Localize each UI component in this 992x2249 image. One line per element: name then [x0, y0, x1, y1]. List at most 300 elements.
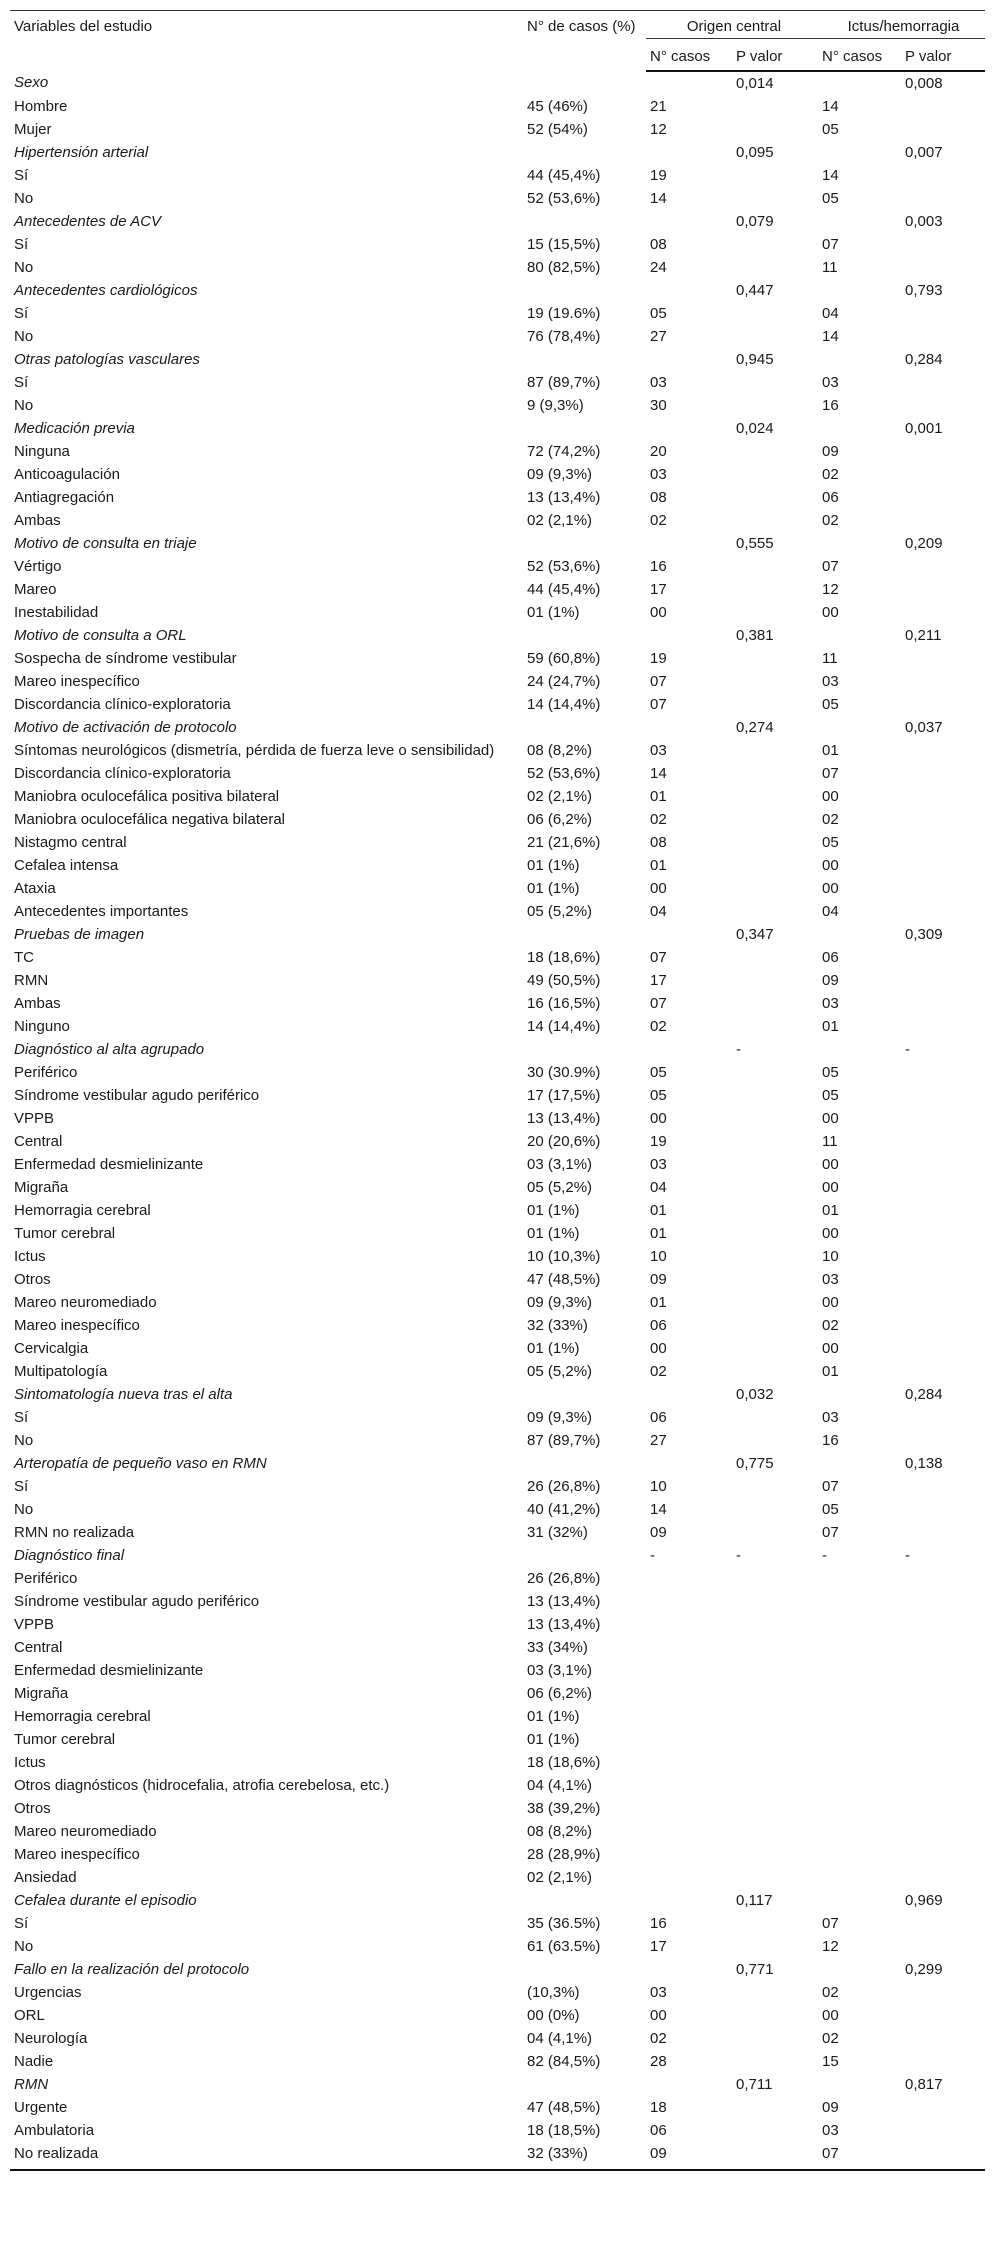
- cell-origen-p-valor: 0,117: [736, 1892, 773, 1909]
- cell-ictus-p-valor: [901, 1084, 985, 1107]
- cell-ictus-n-casos: 07: [822, 1915, 839, 1932]
- cell-origen-n-casos: [646, 1567, 732, 1590]
- cell-ictus-p-valor: 0,003: [905, 213, 943, 230]
- section-row: [10, 624, 985, 647]
- cell-n-casos: 05 (5,2%): [527, 1363, 593, 1380]
- cell-ictus-p-valor: [901, 578, 985, 601]
- cell-ictus-n-casos: [818, 348, 901, 371]
- section-row: [10, 1889, 985, 1912]
- cell-n-casos: 52 (54%): [527, 121, 588, 138]
- cell-ictus-p-valor: 0,001: [905, 420, 943, 437]
- cell-origen-n-casos: [646, 2073, 732, 2096]
- cell-ictus-n-casos: [818, 1820, 901, 1843]
- cell-n-casos: 08 (8,2%): [527, 1823, 593, 1840]
- cell-n-casos: (10,3%): [527, 1984, 580, 2001]
- cell-ictus-n-casos: 07: [822, 558, 839, 575]
- cell-origen-p-valor: [732, 118, 818, 141]
- cell-ictus-p-valor: [901, 647, 985, 670]
- table-row: [10, 670, 985, 693]
- cell-variable: Ambulatoria: [14, 2122, 95, 2139]
- cell-origen-n-casos: 24: [650, 259, 667, 276]
- cell-variable: Enfermedad desmielinizante: [14, 1156, 204, 1173]
- cell-ictus-p-valor: [901, 2119, 985, 2142]
- cell-ictus-n-casos: [818, 1705, 901, 1728]
- cell-variable: Fallo en la realización del protocolo: [14, 1961, 250, 1978]
- cell-n-casos: 09 (9,3%): [527, 1294, 593, 1311]
- table-row: [10, 118, 985, 141]
- cell-origen-p-valor: 0,381: [736, 627, 774, 644]
- cell-n-casos: 02 (2,1%): [527, 1869, 593, 1886]
- cell-origen-p-valor: [732, 739, 818, 762]
- subheader-p-valor-ictus: P valor: [901, 39, 985, 72]
- cell-ictus-n-casos: 01: [822, 1363, 839, 1380]
- cell-variable: Arteropatía de pequeño vaso en RMN: [14, 1455, 267, 1472]
- cell-origen-n-casos: 16: [650, 1915, 667, 1932]
- cell-variable: TC: [14, 949, 34, 966]
- cell-variable: Sí: [14, 305, 29, 322]
- cell-origen-p-valor: [732, 463, 818, 486]
- cell-variable: Antecedentes importantes: [14, 903, 189, 920]
- table-row: [10, 2096, 985, 2119]
- cell-variable: Mareo inespecífico: [14, 673, 140, 690]
- cell-origen-p-valor: 0,095: [736, 144, 774, 161]
- table-row: [10, 969, 985, 992]
- cell-ictus-p-valor: [901, 1337, 985, 1360]
- table-row: [10, 1176, 985, 1199]
- cell-origen-n-casos: 14: [650, 1501, 667, 1518]
- cell-ictus-n-casos: 07: [822, 765, 839, 782]
- cell-variable: Sospecha de síndrome vestibular: [14, 650, 237, 667]
- cell-origen-n-casos: 06: [650, 1317, 667, 1334]
- cell-ictus-n-casos: 02: [822, 811, 839, 828]
- cell-origen-p-valor: [732, 1866, 818, 1889]
- cell-n-casos: 09 (9,3%): [527, 1409, 593, 1426]
- cell-origen-p-valor: 0,555: [736, 535, 774, 552]
- section-row: [10, 1958, 985, 1981]
- cell-n-casos: 14 (14,4%): [527, 1018, 601, 1035]
- cell-origen-p-valor: [732, 1935, 818, 1958]
- cell-ictus-p-valor: 0,284: [905, 351, 943, 368]
- cell-variable: Urgente: [14, 2099, 68, 2116]
- cell-ictus-p-valor: [901, 1130, 985, 1153]
- cell-ictus-p-valor: 0,309: [905, 926, 943, 943]
- section-row: [10, 210, 985, 233]
- table-row: [10, 1360, 985, 1383]
- cell-origen-n-casos: 17: [650, 972, 667, 989]
- cell-ictus-n-casos: 03: [822, 1409, 839, 1426]
- table-row: [10, 647, 985, 670]
- table-row: [10, 1797, 985, 1820]
- cell-ictus-n-casos: [818, 923, 901, 946]
- cell-variable: Central: [14, 1133, 63, 1150]
- table-row: [10, 233, 985, 256]
- table-row: [10, 555, 985, 578]
- table-row: [10, 785, 985, 808]
- cell-origen-n-casos: [646, 1613, 732, 1636]
- cell-variable: Tumor cerebral: [14, 1225, 116, 1242]
- cell-ictus-n-casos: 00: [822, 1179, 839, 1196]
- table-row: [10, 1130, 985, 1153]
- cell-ictus-n-casos: 11: [822, 1133, 838, 1150]
- cell-n-casos: 01 (1%): [527, 1202, 580, 1219]
- cell-variable: VPPB: [14, 1616, 55, 1633]
- cell-ictus-p-valor: [901, 785, 985, 808]
- table-row: [10, 1636, 985, 1659]
- cell-origen-n-casos: 27: [650, 328, 667, 345]
- table-row: [10, 1912, 985, 1935]
- cell-ictus-p-valor: [901, 2027, 985, 2050]
- subheader-n-casos-ictus: N° casos: [818, 39, 901, 72]
- cell-ictus-p-valor: 0,138: [905, 1455, 943, 1472]
- cell-variable: Periférico: [14, 1570, 78, 1587]
- cell-origen-p-valor: [732, 1130, 818, 1153]
- table-row: [10, 992, 985, 1015]
- cell-origen-n-casos: [646, 141, 732, 164]
- cell-ictus-n-casos: 07: [822, 1478, 839, 1495]
- cell-variable: Sintomatología nueva tras el alta: [14, 1386, 233, 1403]
- cell-n-casos: 16 (16,5%): [527, 995, 601, 1012]
- cell-variable: Otros: [14, 1800, 51, 1817]
- cell-n-casos: [523, 210, 646, 233]
- cell-origen-n-casos: [646, 1843, 732, 1866]
- cell-origen-n-casos: 09: [650, 1524, 667, 1541]
- cell-variable: RMN: [14, 972, 49, 989]
- cell-ictus-n-casos: 00: [822, 1156, 839, 1173]
- cell-origen-p-valor: [732, 808, 818, 831]
- cell-variable: Hombre: [14, 98, 68, 115]
- cell-origen-p-valor: [732, 647, 818, 670]
- cell-origen-p-valor: [732, 1636, 818, 1659]
- cell-origen-n-casos: 08: [650, 834, 667, 851]
- cell-origen-p-valor: 0,274: [736, 719, 774, 736]
- cell-origen-p-valor: [732, 1613, 818, 1636]
- cell-origen-n-casos: 03: [650, 466, 667, 483]
- cell-variable: Maniobra oculocefálica negativa bilateral: [14, 811, 285, 828]
- cell-variable: Medicación previa: [14, 420, 135, 437]
- cell-ictus-n-casos: 01: [822, 1202, 839, 1219]
- cell-origen-p-valor: [732, 946, 818, 969]
- cell-variable: Hemorragia cerebral: [14, 1708, 151, 1725]
- table-row: [10, 1199, 985, 1222]
- cell-variable: Urgencias: [14, 1984, 82, 2001]
- cell-n-casos: 01 (1%): [527, 857, 580, 874]
- table-row: [10, 831, 985, 854]
- cell-origen-p-valor: [732, 187, 818, 210]
- cell-origen-n-casos: 18: [650, 2099, 667, 2116]
- cell-origen-n-casos: 05: [650, 305, 667, 322]
- cell-ictus-n-casos: [818, 624, 901, 647]
- cell-origen-n-casos: 14: [650, 190, 667, 207]
- cell-n-casos: 59 (60,8%): [527, 650, 601, 667]
- cell-origen-p-valor: [732, 1360, 818, 1383]
- cell-n-casos: 18 (18,5%): [527, 2122, 601, 2139]
- cell-variable: Motivo de consulta a ORL: [14, 627, 187, 644]
- cell-origen-n-casos: 01: [650, 1225, 667, 1242]
- cell-ictus-n-casos: 14: [822, 328, 839, 345]
- cell-origen-n-casos: [646, 1636, 732, 1659]
- cell-n-casos: 76 (78,4%): [527, 328, 601, 345]
- cell-origen-n-casos: 02: [650, 2030, 667, 2047]
- cell-n-casos: 13 (13,4%): [527, 1593, 601, 1610]
- cell-origen-p-valor: [732, 1705, 818, 1728]
- cell-ictus-n-casos: [818, 1613, 901, 1636]
- cell-ictus-n-casos: 12: [822, 581, 839, 598]
- cell-n-casos: 44 (45,4%): [527, 581, 601, 598]
- cell-ictus-p-valor: [901, 831, 985, 854]
- cell-origen-p-valor: [732, 440, 818, 463]
- cell-variable: Sexo: [14, 74, 49, 91]
- cell-n-casos: 09 (9,3%): [527, 466, 593, 483]
- cell-n-casos: [523, 348, 646, 371]
- cell-origen-p-valor: [732, 1061, 818, 1084]
- table-row: [10, 1314, 985, 1337]
- cell-origen-p-valor: [732, 900, 818, 923]
- cell-ictus-p-valor: [901, 1728, 985, 1751]
- cell-ictus-p-valor: 0,209: [905, 535, 943, 552]
- table-body: [10, 71, 985, 2170]
- cell-origen-p-valor: [732, 1567, 818, 1590]
- cell-variable: No: [14, 397, 34, 414]
- cell-origen-n-casos: 00: [650, 880, 667, 897]
- cell-n-casos: 13 (13,4%): [527, 1616, 601, 1633]
- cell-ictus-n-casos: [818, 1636, 901, 1659]
- cell-origen-p-valor: 0,014: [736, 75, 774, 92]
- table-row: [10, 1866, 985, 1889]
- cell-variable: Diagnóstico final: [14, 1547, 125, 1564]
- cell-origen-n-casos: [646, 1866, 732, 1889]
- cell-ictus-p-valor: [901, 1199, 985, 1222]
- cell-ictus-p-valor: [901, 325, 985, 348]
- cell-ictus-p-valor: [901, 463, 985, 486]
- cell-ictus-p-valor: [901, 2142, 985, 2170]
- cell-ictus-p-valor: [901, 2096, 985, 2119]
- section-row: [10, 716, 985, 739]
- cell-origen-p-valor: [732, 302, 818, 325]
- section-row: [10, 1038, 985, 1061]
- cell-origen-n-casos: 07: [650, 949, 667, 966]
- cell-variable: Ambas: [14, 995, 61, 1012]
- cell-ictus-n-casos: 15: [822, 2053, 839, 2070]
- cell-origen-n-casos: [646, 1820, 732, 1843]
- cell-origen-p-valor: [732, 95, 818, 118]
- cell-n-casos: 47 (48,5%): [527, 1271, 601, 1288]
- cell-n-casos: 01 (1%): [527, 1340, 580, 1357]
- cell-n-casos: [523, 923, 646, 946]
- cell-n-casos: 28 (28,9%): [527, 1846, 601, 1863]
- cell-n-casos: 01 (1%): [527, 1731, 580, 1748]
- cell-origen-p-valor: [732, 394, 818, 417]
- cell-origen-p-valor: [732, 1475, 818, 1498]
- cell-ictus-p-valor: [901, 256, 985, 279]
- cell-origen-n-casos: 03: [650, 1156, 667, 1173]
- section-row: [10, 1383, 985, 1406]
- cell-origen-n-casos: 06: [650, 2122, 667, 2139]
- cell-variable: Nistagmo central: [14, 834, 127, 851]
- cell-ictus-n-casos: [818, 141, 901, 164]
- cell-ictus-p-valor: [901, 1268, 985, 1291]
- cell-n-casos: 02 (2,1%): [527, 512, 593, 529]
- cell-n-casos: 21 (21,6%): [527, 834, 601, 851]
- cell-ictus-n-casos: 02: [822, 1984, 839, 2001]
- cell-origen-n-casos: 08: [650, 489, 667, 506]
- cell-origen-p-valor: 0,945: [736, 351, 774, 368]
- table-row: [10, 601, 985, 624]
- cell-ictus-p-valor: [901, 555, 985, 578]
- cell-ictus-n-casos: [818, 1866, 901, 1889]
- cell-origen-n-casos: [646, 1659, 732, 1682]
- cell-variable: Ninguna: [14, 443, 70, 460]
- cell-n-casos: 47 (48,5%): [527, 2099, 601, 2116]
- cell-ictus-p-valor: [901, 1314, 985, 1337]
- cell-origen-n-casos: [646, 71, 732, 95]
- study-table-container: [10, 10, 985, 2171]
- cell-ictus-n-casos: 12: [822, 1938, 839, 1955]
- cell-ictus-p-valor: [901, 1797, 985, 1820]
- cell-origen-p-valor: [732, 1153, 818, 1176]
- header-n-casos: N° de casos (%): [523, 11, 646, 72]
- cell-n-casos: [523, 1958, 646, 1981]
- cell-ictus-p-valor: -: [905, 1547, 910, 1564]
- cell-n-casos: 00 (0%): [527, 2007, 580, 2024]
- cell-ictus-n-casos: [818, 1383, 901, 1406]
- cell-variable: Mujer: [14, 121, 52, 138]
- cell-n-casos: 08 (8,2%): [527, 742, 593, 759]
- cell-variable: Mareo inespecífico: [14, 1317, 140, 1334]
- cell-origen-p-valor: [732, 601, 818, 624]
- cell-variable: Hemorragia cerebral: [14, 1202, 151, 1219]
- cell-origen-n-casos: 00: [650, 1110, 667, 1127]
- cell-ictus-p-valor: [901, 1222, 985, 1245]
- cell-origen-n-casos: 16: [650, 558, 667, 575]
- cell-n-casos: [523, 141, 646, 164]
- section-row: [10, 532, 985, 555]
- cell-n-casos: 18 (18,6%): [527, 1754, 601, 1771]
- cell-origen-n-casos: 02: [650, 1018, 667, 1035]
- table-row: [10, 693, 985, 716]
- cell-ictus-p-valor: [901, 1291, 985, 1314]
- cell-origen-n-casos: -: [650, 1547, 655, 1564]
- cell-n-casos: 61 (63.5%): [527, 1938, 601, 1955]
- cell-n-casos: 01 (1%): [527, 880, 580, 897]
- cell-n-casos: 17 (17,5%): [527, 1087, 601, 1104]
- cell-variable: Mareo: [14, 581, 57, 598]
- cell-origen-n-casos: 10: [650, 1248, 667, 1265]
- cell-ictus-p-valor: [901, 1567, 985, 1590]
- cell-ictus-n-casos: 00: [822, 1110, 839, 1127]
- table-row: [10, 1567, 985, 1590]
- cell-n-casos: 04 (4,1%): [527, 1777, 593, 1794]
- cell-origen-p-valor: [732, 1498, 818, 1521]
- table-row: [10, 1429, 985, 1452]
- table-row: [10, 1751, 985, 1774]
- cell-ictus-p-valor: [901, 1061, 985, 1084]
- cell-ictus-p-valor: [901, 371, 985, 394]
- cell-ictus-n-casos: 03: [822, 374, 839, 391]
- cell-ictus-n-casos: 09: [822, 972, 839, 989]
- cell-variable: Tumor cerebral: [14, 1731, 116, 1748]
- table-row: [10, 1981, 985, 2004]
- cell-variable: Ictus: [14, 1754, 46, 1771]
- cell-ictus-p-valor: [901, 1636, 985, 1659]
- cell-origen-n-casos: 07: [650, 995, 667, 1012]
- cell-ictus-p-valor: [901, 670, 985, 693]
- cell-variable: Sí: [14, 167, 29, 184]
- cell-n-casos: [523, 1544, 646, 1567]
- cell-ictus-p-valor: 0,037: [905, 719, 943, 736]
- table-row: [10, 1084, 985, 1107]
- cell-ictus-n-casos: [818, 2073, 901, 2096]
- table-row: [10, 1498, 985, 1521]
- cell-n-casos: 9 (9,3%): [527, 397, 584, 414]
- table-row: [10, 739, 985, 762]
- cell-n-casos: 32 (33%): [523, 2142, 646, 2170]
- cell-ictus-n-casos: 14: [822, 98, 839, 115]
- cell-ictus-p-valor: [901, 164, 985, 187]
- cell-n-casos: 05 (5,2%): [527, 903, 593, 920]
- cell-n-casos: 52 (53,6%): [527, 558, 601, 575]
- cell-origen-p-valor: [732, 2142, 818, 2170]
- subheader-p-valor-origen: P valor: [732, 39, 818, 72]
- cell-n-casos: 87 (89,7%): [527, 374, 601, 391]
- cell-ictus-n-casos: [818, 1567, 901, 1590]
- cell-origen-p-valor: [732, 831, 818, 854]
- cell-ictus-n-casos: 05: [822, 1087, 839, 1104]
- cell-variable: Cefalea intensa: [14, 857, 119, 874]
- cell-ictus-n-casos: -: [822, 1547, 827, 1564]
- cell-ictus-n-casos: 05: [822, 1501, 839, 1518]
- cell-variable: Síndrome vestibular agudo periférico: [14, 1087, 260, 1104]
- cell-variable: Ninguno: [14, 1018, 70, 1035]
- cell-n-casos: 52 (53,6%): [527, 765, 601, 782]
- cell-variable: Síndrome vestibular agudo periférico: [14, 1593, 260, 1610]
- cell-n-casos: 49 (50,5%): [527, 972, 601, 989]
- cell-variable: Discordancia clínico-exploratoria: [14, 696, 231, 713]
- cell-origen-n-casos: 02: [650, 512, 667, 529]
- cell-n-casos: 82 (84,5%): [527, 2053, 601, 2070]
- cell-variable: Anticoagulación: [14, 466, 120, 483]
- table-row: [10, 302, 985, 325]
- cell-origen-n-casos: 02: [650, 811, 667, 828]
- cell-origen-n-casos: [646, 1797, 732, 1820]
- cell-ictus-n-casos: 05: [822, 121, 839, 138]
- cell-ictus-n-casos: 01: [822, 1018, 839, 1035]
- table-row: [10, 463, 985, 486]
- cell-variable: Ataxia: [14, 880, 56, 897]
- cell-ictus-p-valor: [901, 946, 985, 969]
- cell-variable: Sí: [14, 236, 29, 253]
- section-row: [10, 1544, 985, 1567]
- table-header: [10, 11, 985, 72]
- cell-origen-p-valor: [732, 1682, 818, 1705]
- cell-origen-n-casos: [646, 1774, 732, 1797]
- cell-origen-p-valor: [732, 509, 818, 532]
- cell-ictus-n-casos: 00: [822, 1294, 839, 1311]
- cell-variable: Nadie: [14, 2053, 54, 2070]
- cell-origen-p-valor: [732, 1268, 818, 1291]
- cell-origen-n-casos: [646, 348, 732, 371]
- cell-n-casos: 02 (2,1%): [527, 788, 593, 805]
- cell-origen-n-casos: 06: [650, 1409, 667, 1426]
- table-row: [10, 762, 985, 785]
- cell-ictus-n-casos: 02: [822, 466, 839, 483]
- cell-origen-p-valor: [732, 1981, 818, 2004]
- table-row: [10, 2050, 985, 2073]
- table-row: [10, 900, 985, 923]
- cell-ictus-p-valor: [901, 2004, 985, 2027]
- cell-origen-p-valor: [732, 1797, 818, 1820]
- table-row: [10, 1590, 985, 1613]
- table-row: [10, 1107, 985, 1130]
